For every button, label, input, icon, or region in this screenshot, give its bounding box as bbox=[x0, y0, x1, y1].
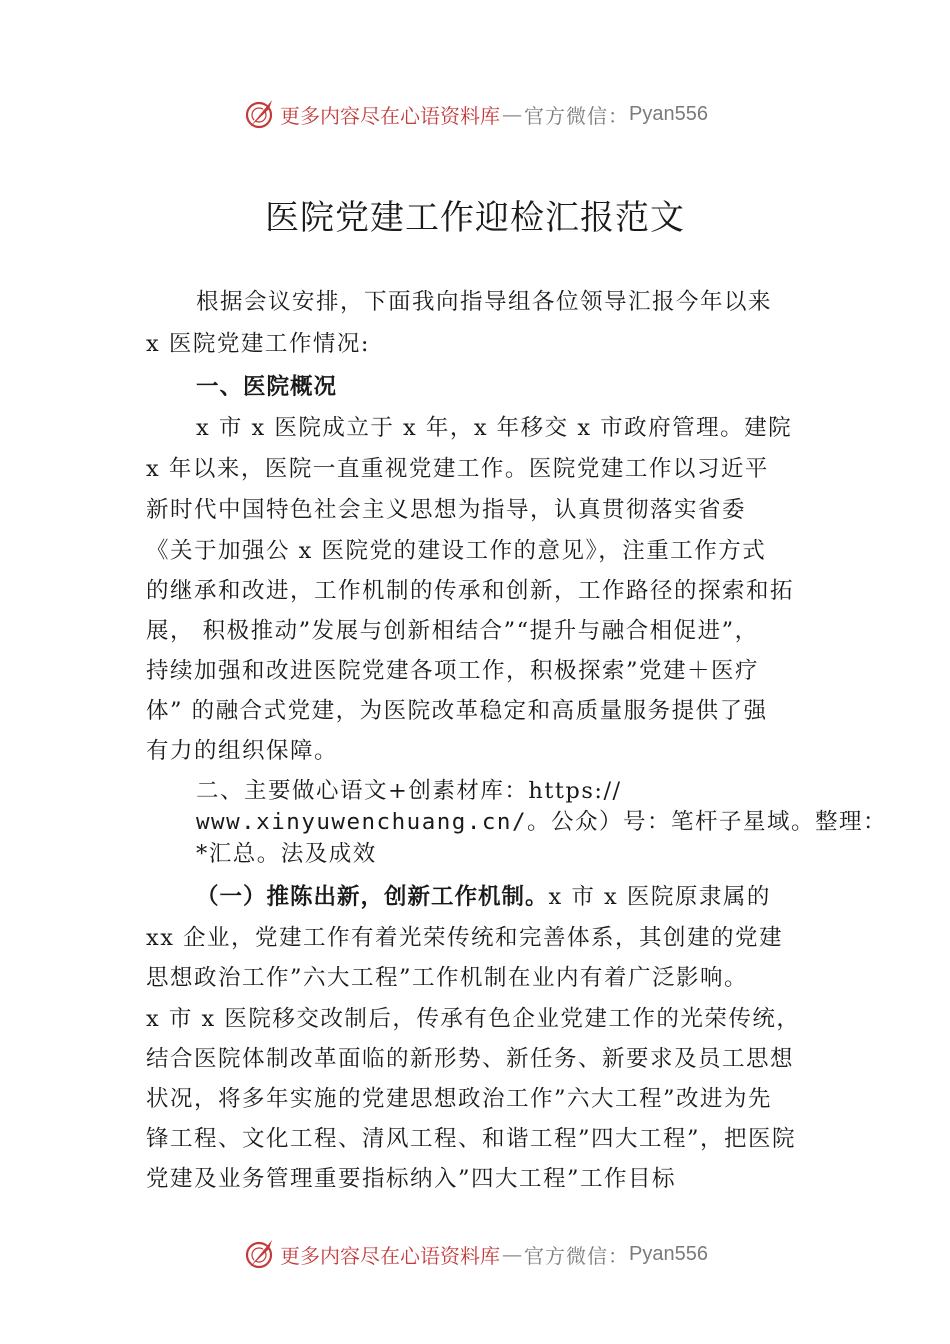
watermark-label: 官方微信： bbox=[524, 103, 630, 128]
paragraph-line: 新时代中国特色社会主义思想为指导，认真贯彻落实省委 bbox=[146, 497, 747, 523]
subheading-line bbox=[196, 886, 771, 909]
paragraph-line: *汇总。法及成效 bbox=[196, 841, 377, 867]
watermark-wechat-id: Pyan556 bbox=[629, 1242, 708, 1265]
quill-seal-icon bbox=[242, 1237, 276, 1271]
paragraph-line: 有力的组织保障。 bbox=[146, 738, 339, 764]
paragraph-line: 根据会议安排，下面我向指导组各位领导汇报今年以来 bbox=[196, 289, 773, 315]
paragraph-line: 思想政治工作”六大工程”工作机制在业内有着广泛影响。 bbox=[146, 965, 749, 991]
section-heading: 一、医院概况 bbox=[196, 374, 338, 400]
paragraph-line: x 市 x 医院移交改制后，传承有色企业党建工作的光荣传统， bbox=[146, 1006, 801, 1032]
watermark-text: 更多内容尽在心语资料库 bbox=[280, 103, 501, 128]
paragraph-line: 状况，将多年实施的党建思想政治工作”六大工程”改进为先 bbox=[146, 1086, 773, 1112]
paragraph-line: 的继承和改进，工作机制的传承和创新，工作路径的探索和拓 bbox=[146, 578, 795, 604]
paragraph-line: www.xinyuwenchuang.cn/。公众）号：笔杆子星域。整理： bbox=[196, 809, 888, 835]
watermark-dash: — bbox=[502, 1242, 523, 1266]
watermark-footer bbox=[0, 1234, 950, 1274]
quill-seal-icon bbox=[242, 97, 276, 131]
paragraph-line: 《关于加强公 x 医院党的建设工作的意见》，注重工作方式 bbox=[146, 538, 767, 564]
subheading-bold: （一）推陈出新，创新工作机制。 bbox=[196, 884, 549, 910]
document-title: 医院党建工作迎检汇报范文 bbox=[265, 198, 685, 238]
paragraph-line: 党建及业务管理重要指标纳入”四大工程”工作目标 bbox=[146, 1166, 677, 1192]
paragraph-line: x 医院党建工作情况: bbox=[146, 331, 370, 357]
watermark-header bbox=[0, 94, 950, 134]
watermark-wechat-id: Pyan556 bbox=[629, 102, 708, 125]
paragraph-line: 体” 的融合式党建，为医院改革稳定和高质量服务提供了强 bbox=[146, 698, 768, 724]
paragraph-line: 持续加强和改进医院党建各项工作，积极探索”党建＋医疗 bbox=[146, 658, 760, 684]
paragraph-line: 锋工程、文化工程、清风工程、和谐工程”四大工程”，把医院 bbox=[146, 1126, 797, 1152]
paragraph-line: xx 企业，党建工作有着光荣传统和完善体系，其创建的党建 bbox=[146, 925, 784, 951]
watermark-dash: — bbox=[502, 102, 523, 126]
paragraph-line: x 市 x 医院成立于 x 年，x 年移交 x 市政府管理。建院 bbox=[196, 415, 793, 441]
paragraph-line: x 年以来，医院一直重视党建工作。医院党建工作以习近平 bbox=[146, 456, 769, 482]
watermark-label: 官方微信： bbox=[524, 1243, 630, 1268]
watermark-text: 更多内容尽在心语资料库 bbox=[280, 1243, 501, 1268]
paragraph-line: 二、主要做心语文+创素材库：https:// bbox=[196, 778, 622, 804]
subheading-rest: x 市 x 医院原隶属的 bbox=[548, 884, 771, 910]
paragraph-line: 结合医院体制改革面临的新形势、新任务、新要求及员工思想 bbox=[146, 1046, 795, 1072]
paragraph-line: 展， 积极推动”发展与创新相结合”“提升与融合相促进”， bbox=[146, 618, 759, 644]
